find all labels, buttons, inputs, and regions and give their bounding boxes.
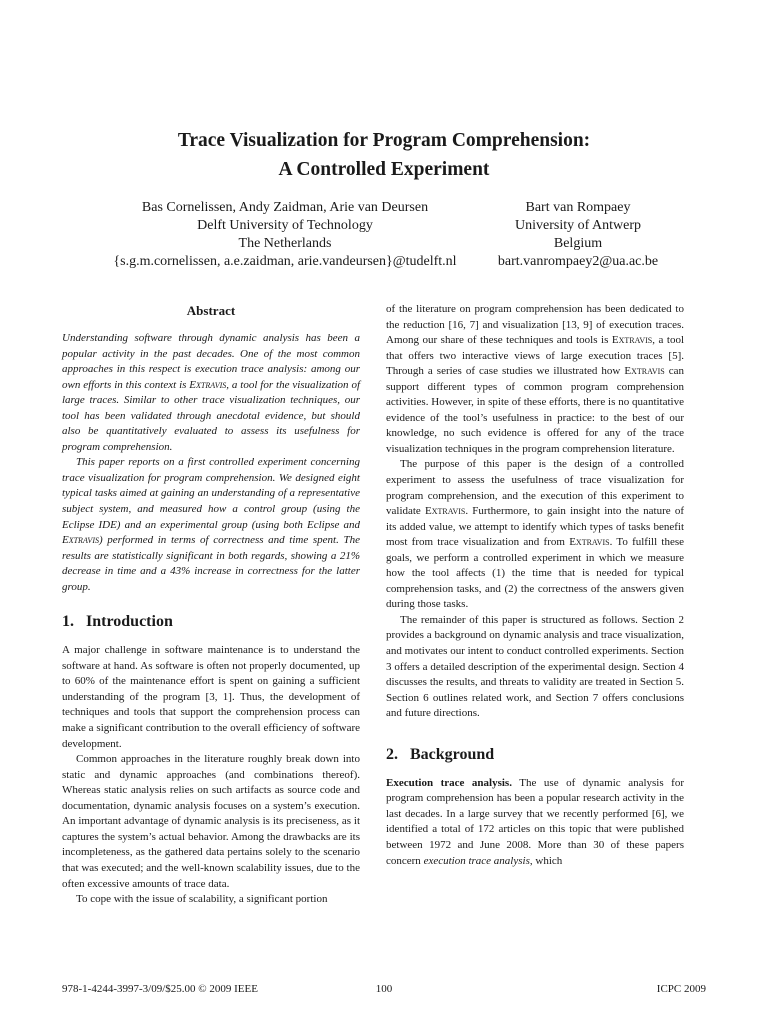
run-in-heading: Execution trace analysis. — [386, 776, 512, 789]
tool-name: Extravis — [62, 534, 99, 547]
author-country: The Netherlands — [238, 236, 332, 251]
author-country: Belgium — [553, 236, 603, 251]
intro-continued-paragraph — [386, 302, 684, 457]
text-run: , which — [529, 854, 563, 867]
footer-page-number: 100 — [375, 983, 393, 995]
title-line-2: A Controlled Experiment — [278, 159, 490, 180]
author-affiliation: Delft University of Technology — [197, 218, 373, 233]
section-heading-background — [386, 744, 684, 766]
emphasis: execution trace analysis — [423, 854, 530, 867]
abstract-heading: Abstract — [186, 303, 236, 318]
background-paragraph-1 — [386, 776, 684, 869]
text-run: , a tool that offers two interactive views of large execution traces [5]. Through a series of case studies we illustrated how — [386, 334, 684, 378]
text-run: ) performed in terms of correctness and time spent. The results are statistically significant in both regards, showing a 21% decrease in time and a 43% increase in correctness for the latter group. — [62, 534, 360, 593]
title-line-1: Trace Visualization for Program Comprehension: — [177, 130, 591, 151]
author-block-delft — [70, 199, 500, 271]
text-run: This paper reports on a first controlled experiment concerning trace visualization for program comprehension. We designed eight typical tasks aimed at gaining an understanding of a representative subject system, and measured how a control group (using the Eclipse IDE) and an experimental group (using both Eclipse and — [62, 456, 360, 531]
section-number: 1. — [62, 613, 74, 631]
section-title: Introduction — [86, 613, 173, 631]
author-email: {s.g.m.cornelissen, a.e.zaidman, arie.vandeursen}@tudelft.nl — [113, 254, 457, 269]
tool-name: Extravis — [624, 365, 665, 378]
tool-name: Extravis — [569, 536, 610, 549]
structure-paragraph: The remainder of this paper is structured as follows. Section 2 provides a background on dynamic analysis and trace visualization, and motivates our intent to conduct controlled experiments. Section 3 offers a detailed description of the experimental design. Section 4 discusses the results, and threats to validity are treated in Section 5. Section 6 outlines related work, and Section 7 offers conclusions and future directions. — [386, 613, 684, 720]
footer-venue: ICPC 2009 — [656, 983, 706, 995]
abstract-paragraph-2 — [62, 455, 360, 595]
author-affiliation: University of Antwerp — [515, 218, 641, 233]
section-title: Background — [410, 745, 495, 763]
intro-paragraph-3: To cope with the issue of scalability, a significant portion — [76, 893, 328, 906]
text-run: The purpose of this paper is the design of a controlled experiment to assess the usefulness of trace visualization for program comprehension, and the execution of this experiment to validate — [386, 458, 684, 518]
right-column — [386, 302, 684, 869]
text-run: , a tool for the visualization of large traces. Similar to other trace visualization techniques, our tool has been validated through anecdotal evidence, but should also be quantitatively evaluated to assess its usefulness for program comprehension. — [62, 378, 360, 453]
author-name: Bart van Rompaey — [525, 200, 631, 215]
purpose-paragraph — [386, 457, 684, 612]
text-run: . Furthermore, to gain insight into the nature of its added value, we attempt to identify which types of tasks benefit most from trace visualization and from — [386, 505, 684, 549]
footer-copyright: 978-1-4244-3997-3/09/$25.00 © 2009 IEEE — [62, 983, 258, 995]
intro-paragraph-2: Common approaches in the literature roughly break down into static and dynamic approaches (and combinations thereof). Whereas static analysis relies on such artifacts as source code and documentation, dynamic analysis focuses on a system’s execution. An important advantage of dynamic analysis is its preciseness, as it captures the system’s actual behavior. Among the drawbacks are its incompleteness, as the gathered data pertains solely to the scenario that was executed; and the well-known scalability issues, due to the often excessive amounts of trace data. — [62, 753, 360, 890]
abstract-paragraph-1 — [62, 331, 360, 455]
text-run: of the literature on program comprehension has been dedicated to the reduction [16, 7] and visualization [13, 9] of execution traces. Among our share of these techniques and tools is — [386, 303, 684, 347]
tool-name: Extravis — [425, 505, 466, 518]
left-column — [62, 302, 360, 908]
section-number: 2. — [386, 745, 398, 763]
text-run: . To fulfill these goals, we perform a controlled experiment in which we measure how the tool affects (1) the time that is needed for typical comprehension tasks, and (2) the correctness of the answers given during those tasks. — [386, 536, 685, 611]
paper-title — [0, 126, 768, 184]
text-run: Understanding software through dynamic analysis has been a popular activity in the past decades. One of the most common approaches in this respect is execution trace analysis: among our own efforts in this context is — [62, 332, 360, 391]
author-block-antwerp — [478, 199, 678, 271]
section-heading-introduction — [62, 611, 360, 633]
intro-paragraph-1: A major challenge in software maintenance is to understand the software at hand. As software is often not properly documented, up to 60% of the maintenance effort is spent on gaining a sufficient understanding of the program [3, 1]. Thus, the development of techniques and tools that support the comprehension process can make a significant contribution to the overall efficiency of software development. — [62, 644, 360, 750]
text-run: can support different types of common program comprehension activities. However, in spite of these efforts, there is no quantitative evidence of the tool’s usefulness in practice: to the best of our knowledge, no such evidence is offered for any of the trace visualization techniques in the program comprehension literature. — [386, 365, 684, 455]
tool-name: Extravis — [611, 334, 653, 347]
author-names: Bas Cornelissen, Andy Zaidman, Arie van Deursen — [141, 200, 429, 215]
tool-name: Extravis — [189, 378, 227, 391]
text-run: The use of dynamic analysis for program comprehension has been a popular research activity in the last decades. In a large survey that we recently performed [6], we identified a total of 172 articles on this topic that were published between 1972 and June 2008. More than 30 of these papers concern — [386, 776, 684, 867]
author-email: bart.vanrompaey2@ua.ac.be — [497, 254, 659, 269]
